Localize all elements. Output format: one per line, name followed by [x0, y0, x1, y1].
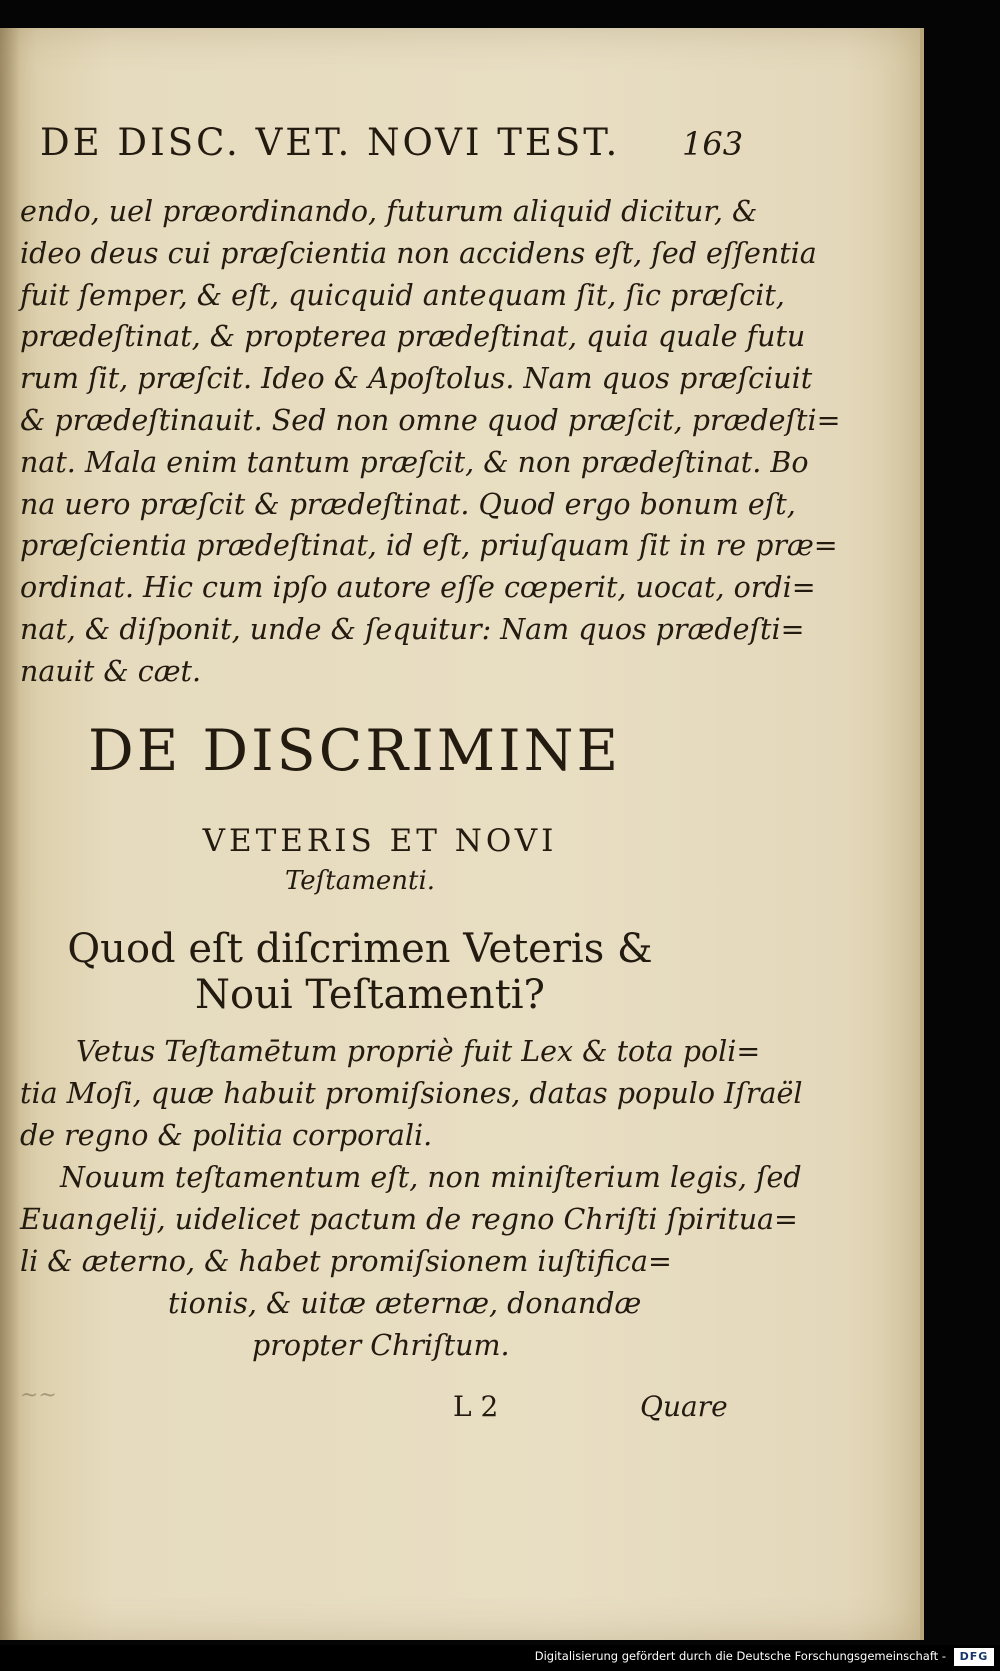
signature-mark: L 2: [453, 1390, 499, 1423]
text-line: ordinat. Hic cum ipſo autore eſſe cœperit, uocat, ordi=: [20, 571, 816, 605]
text-line: Vetus Teſtamētum propriè fuit Lex & tota poli=: [76, 1035, 761, 1068]
credit-bar: [0, 1645, 1000, 1671]
text-line: rum ſit, præſcit. Ideo & Apoſtolus. Nam quos præſciuit: [20, 362, 813, 396]
text-line: Nouum teſtamentum eſt, non miniſterium legis, ſed: [60, 1161, 802, 1194]
text-line: nat, & diſponit, unde & ſequitur: Nam quos prædeſti=: [20, 612, 805, 646]
text-line: & prædeſtinauit. Sed non omne quod præſcit, prædeſti=: [20, 403, 841, 437]
text-line: præſcientia prædeſtinat, id eſt, priuſquam ſit in re præ=: [20, 529, 838, 563]
text-line: na uero præſcit & prædeſtinat. Quod ergo bonum eſt,: [20, 487, 796, 521]
book-page: [0, 28, 924, 1640]
text-line: tia Moſi, quæ habuit promiſsiones, datas populo Iſraël: [20, 1077, 803, 1110]
text-line: de regno & politia corporali.: [20, 1119, 433, 1152]
question-heading-line-2: Noui Teſtamenti?: [195, 972, 545, 1018]
section-title: DE DISCRIMINE: [88, 718, 622, 784]
credit-text: Digitalisierung gefördert durch die Deutsche Forschungsgemeinschaft -: [534, 1649, 946, 1663]
text-line: prædeſtinat, & propterea prædeſtinat, quia quale futu: [20, 320, 806, 354]
text-line: propter Chriſtum.: [252, 1329, 510, 1362]
question-heading-line-1: Quod eſt diſcrimen Veteris &: [67, 926, 653, 972]
catchword: Quare: [640, 1390, 728, 1423]
answer-text: [20, 1031, 803, 1367]
body-text: [20, 191, 841, 693]
text-line: tionis, & uitæ æternæ, donandæ: [168, 1287, 642, 1320]
text-line: nauit & cæt.: [20, 654, 202, 688]
ink-smudge: ~~: [20, 1383, 57, 1408]
text-line: li & æterno, & habet promiſsionem iuſtifica=: [20, 1245, 672, 1278]
section-subtitle-2: Teſtamenti.: [284, 866, 436, 896]
section-subtitle: VETERIS ET NOVI: [202, 823, 558, 859]
dfg-logo-icon: DFG: [954, 1648, 994, 1666]
text-line: Euangelij, uidelicet pactum de regno Chriſti ſpiritua=: [20, 1203, 798, 1236]
text-line: ideo deus cui præſcientia non accidens eſt, ſed eſſentia: [20, 236, 817, 270]
text-line: nat. Mala enim tantum præſcit, & non prædeſtinat. Bo: [20, 445, 809, 479]
running-head: DE DISC. VET. NOVI TEST.: [40, 121, 621, 164]
page-number: 163: [682, 125, 744, 163]
text-line: fuit ſemper, & eſt, quicquid antequam ſit, ſic præſcit,: [20, 278, 785, 312]
text-line: endo, uel præordinando, futurum aliquid dicitur, &: [20, 195, 758, 228]
